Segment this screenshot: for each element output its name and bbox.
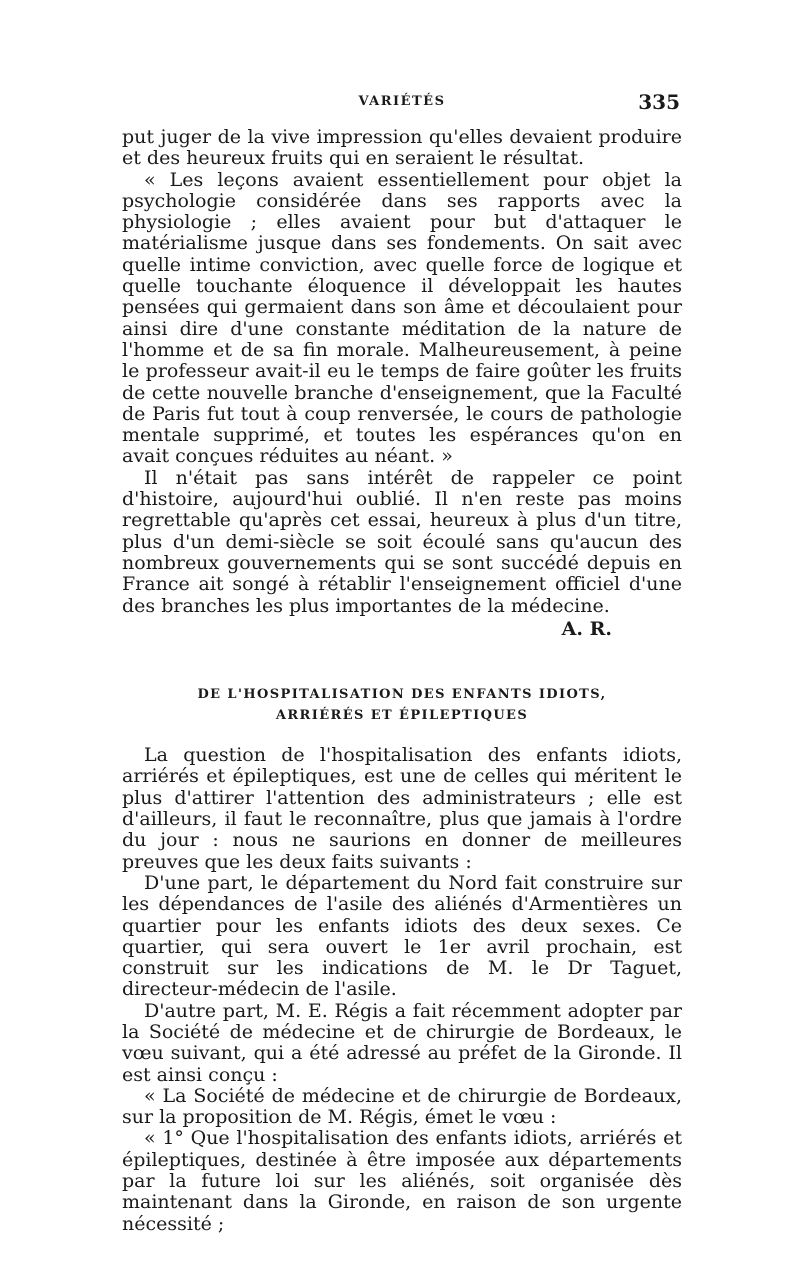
paragraph-commentary: Il n'était pas sans intérêt de rappeler ce point d'histoire, aujourd'hui oublié. Il n'en reste pas moins regrettable qu'après cet essai, heureux à plus d'un titre, plus d'un demi-siècle se soit écoulé sans qu'aucun des nombreux gouvernements qui se sont succédé depuis en France ait songé à rétablir l'enseignement officiel d'une des branches les plus importantes de la médecine. <box>122 466 682 617</box>
running-title: VARIÉTÉS <box>358 94 446 109</box>
author-signature: A. R. <box>561 617 612 640</box>
paragraph-intro: La question de l'hospitalisation des enfants idiots, arriérés et épileptiques, est une de celles qui méritent le plus d'attirer l'attention des administrateurs ; elle est d'ailleurs, il faut le reconnaître, plus que jamais à l'ordre du jour : nous ne saurions en donner de meilleures preuves que les deux faits suivants : <box>122 744 682 873</box>
paragraph-nord: D'une part, le département du Nord fait construire sur les dépendances de l'asile des aliénés d'Armentières un quartier pour les enfants idiots des deux sexes. Ce quartier, qui sera ouvert le 1er avril prochain, est construit sur les indications de M. le Dr Taguet, directeur-médecin de l'asile. <box>122 871 682 1001</box>
paragraph-regis: D'autre part, M. E. Régis a fait récemment adopter par la Société de médecine et de chirurgie de Bordeaux, le vœu suivant, qui a été adressé au préfet de la Gironde. Il est ainsi conçu : <box>122 999 682 1086</box>
paragraph-voeu-1: « 1° Que l'hospitalisation des enfants idiots, arriérés et épileptiques, destinée à être imposée aux départements par la future loi sur les aliénés, soit organisée dès maintenant dans la Gironde, en raison de son urgente nécessité ; <box>122 1127 682 1235</box>
section-title-line-1: DE L'HOSPITALISATION DES ENFANTS IDIOTS, <box>197 687 607 703</box>
paragraph-continuation: put juger de la vive impression qu'elles devaient produire et des heureux fruits qui en seraient le résultat. <box>122 126 682 170</box>
paragraph-quote: « Les leçons avaient essentiellement pour objet la psychologie considérée dans ses rapports avec la physiologie ; elles avaient pour but d'attaquer le matérialisme jusque dans ses fondements. On sait avec quelle intime conviction, avec quelle force de logique et quelle touchante éloquence il développait les hautes pensées qui germaient dans son âme et découlaient pour ainsi dire d'une constante méditation de la nature de l'homme et de sa fin morale. Malheureusement, à peine le professeur avait-il eu le temps de faire goûter les fruits de cette nouvelle branche d'enseignement, que la Faculté de Paris fut tout à coup renversée, le cours de pathologie mentale supprimé, et toutes les espérances qu'on en avait conçues réduites au néant. » <box>122 168 682 468</box>
body-text <box>122 127 682 1235</box>
paragraph-voeu-intro: « La Société de médecine et de chirurgie de Bordeaux, sur la proposition de M. Régis, émet le vœu : <box>122 1084 682 1129</box>
section-title <box>122 684 682 726</box>
page-number: 335 <box>638 90 680 114</box>
section-title-line-2: ARRIÉRÉS ET ÉPILEPTIQUES <box>275 708 529 724</box>
page-header <box>122 90 682 116</box>
